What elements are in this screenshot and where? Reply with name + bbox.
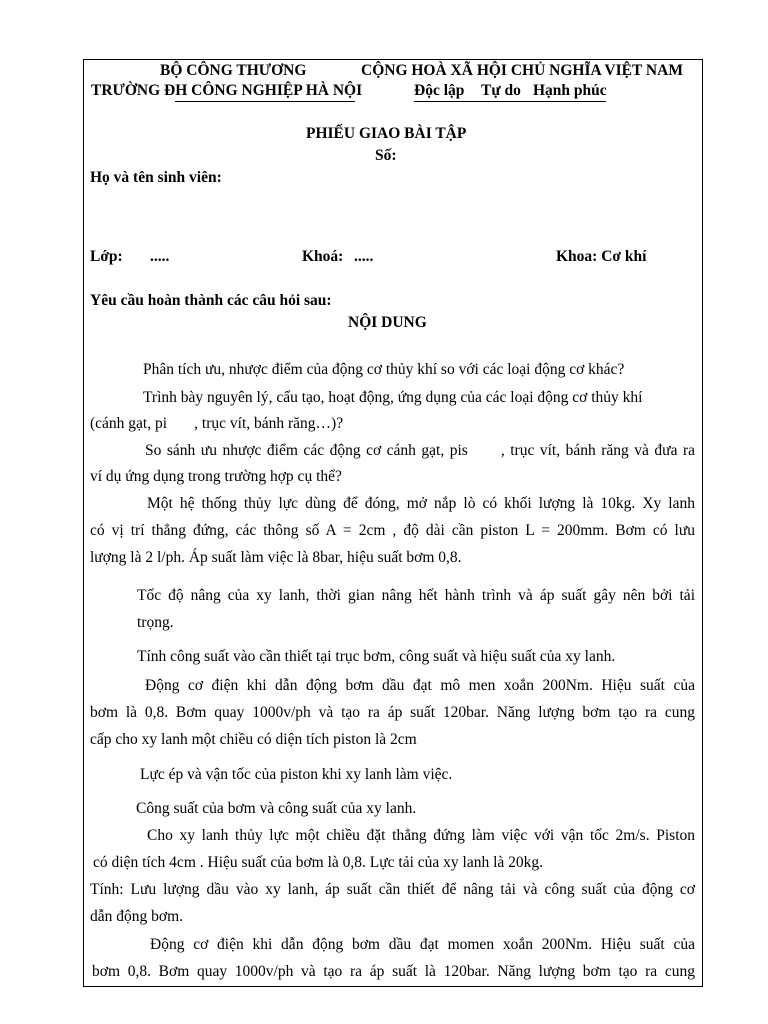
problem-2-line-3: cấp cho xy lanh một chiều có diện tích piston là 2cm xyxy=(90,731,417,748)
class-label: Lớp: xyxy=(90,248,123,265)
ministry-name: BỘ CÔNG THƯƠNG xyxy=(160,62,307,79)
motto-happiness: Hạnh phúc xyxy=(533,82,607,99)
class-value: ..... xyxy=(150,248,170,265)
task-2: Tính công suất vào cần thiết tại trục bơm, công suất và hiệu suất của xy lanh. xyxy=(137,648,616,665)
problem-2-line-2: bơm là 0,8. Bơm quay 1000v/ph và tạo ra áp suất 120bar. Năng lượng bơm tạo ra cung xyxy=(90,704,695,721)
task-1-line-2: trọng. xyxy=(137,614,174,631)
question-2-line-1: Trình bày nguyên lý, cấu tạo, hoạt động, ứng dụng của các loại động cơ thủy khí xyxy=(143,389,643,406)
problem-3-line-3: Tính: Lưu lượng dầu vào xy lanh, áp suất cần thiết để nâng tải và công suất của động cơ xyxy=(90,881,695,898)
task-4: Công suất của bơm và công suất của xy lanh. xyxy=(136,800,417,817)
form-number-label: Số: xyxy=(375,147,397,164)
motto-independence: Độc lập xyxy=(414,82,465,99)
faculty-label: Khoa: Cơ khí xyxy=(556,248,647,265)
course-value: ..... xyxy=(354,248,374,265)
nation-name: CỘNG HOÀ XÃ HỘI CHỦ NGHĨA VIỆT NAM xyxy=(361,62,683,79)
question-2-line-2: (cánh gạt, pi , trục vít, bánh răng…)? xyxy=(90,415,344,432)
student-name-label: Họ và tên sinh viên: xyxy=(90,169,222,186)
school-name: TRƯỜNG ĐH CÔNG NGHIỆP HÀ NỘI xyxy=(91,82,363,99)
task-1-line-1: Tốc độ nâng của xy lanh, thời gian nâng hết hành trình và áp suất gây nên bởi tải xyxy=(137,587,695,604)
problem-3-line-4: dẫn động bơm. xyxy=(90,908,184,925)
task-3: Lực ép và vận tốc của piston khi xy lanh làm việc. xyxy=(140,766,453,783)
problem-4-line-2: bơm 0,8. Bơm quay 1000v/ph và tạo ra áp suất là 120bar. Năng lượng bơm tạo ra cung xyxy=(92,963,695,980)
problem-1-line-1: Một hệ thống thủy lực dùng để đóng, mở nắp lò có khối lượng là 10kg. Xy lanh xyxy=(147,495,695,512)
motto-freedom: Tự do xyxy=(481,82,521,99)
problem-1-line-2: có vị trí thẳng đứng, các thông số A = 2cm , độ dài cần piston L = 200mm. Bơm có lưu xyxy=(90,522,695,539)
form-title: PHIẾU GIAO BÀI TẬP xyxy=(306,125,467,142)
question-3-line-2: ví dụ ứng dụng trong trường hợp cụ thể? xyxy=(90,468,342,485)
question-3-line-1: So sánh ưu nhược điểm các động cơ cánh gạt, pis , trục vít, bánh răng và đưa ra xyxy=(145,442,695,459)
question-1: Phân tích ưu, nhược điểm của động cơ thủy khí so với các loại động cơ khác? xyxy=(143,361,625,378)
course-label: Khoá: xyxy=(302,248,344,265)
problem-2-line-1: Động cơ điện khi dẫn động bơm dầu đạt mô men xoắn 200Nm. Hiệu suất của xyxy=(145,677,695,694)
problem-4-line-1: Động cơ điện khi dẫn động bơm dầu đạt momen xoắn 200Nm. Hiệu suất của xyxy=(150,936,695,953)
problem-1-line-3: lượng là 2 l/ph. Áp suất làm việc là 8bar, hiệu suất bơm 0,8. xyxy=(90,549,462,566)
problem-3-line-2: có diện tích 4cm . Hiệu suất của bơm là 0,8. Lực tải của xy lanh là 20kg. xyxy=(93,854,544,871)
school-underline xyxy=(175,101,355,102)
problem-3-line-1: Cho xy lanh thủy lực một chiều đặt thẳng đứng làm việc với vận tốc 2m/s. Piston xyxy=(147,827,695,844)
motto-underline xyxy=(414,101,606,102)
content-heading: NỘI DUNG xyxy=(348,314,427,331)
requirement-text: Yêu cầu hoàn thành các câu hỏi sau: xyxy=(90,292,332,309)
